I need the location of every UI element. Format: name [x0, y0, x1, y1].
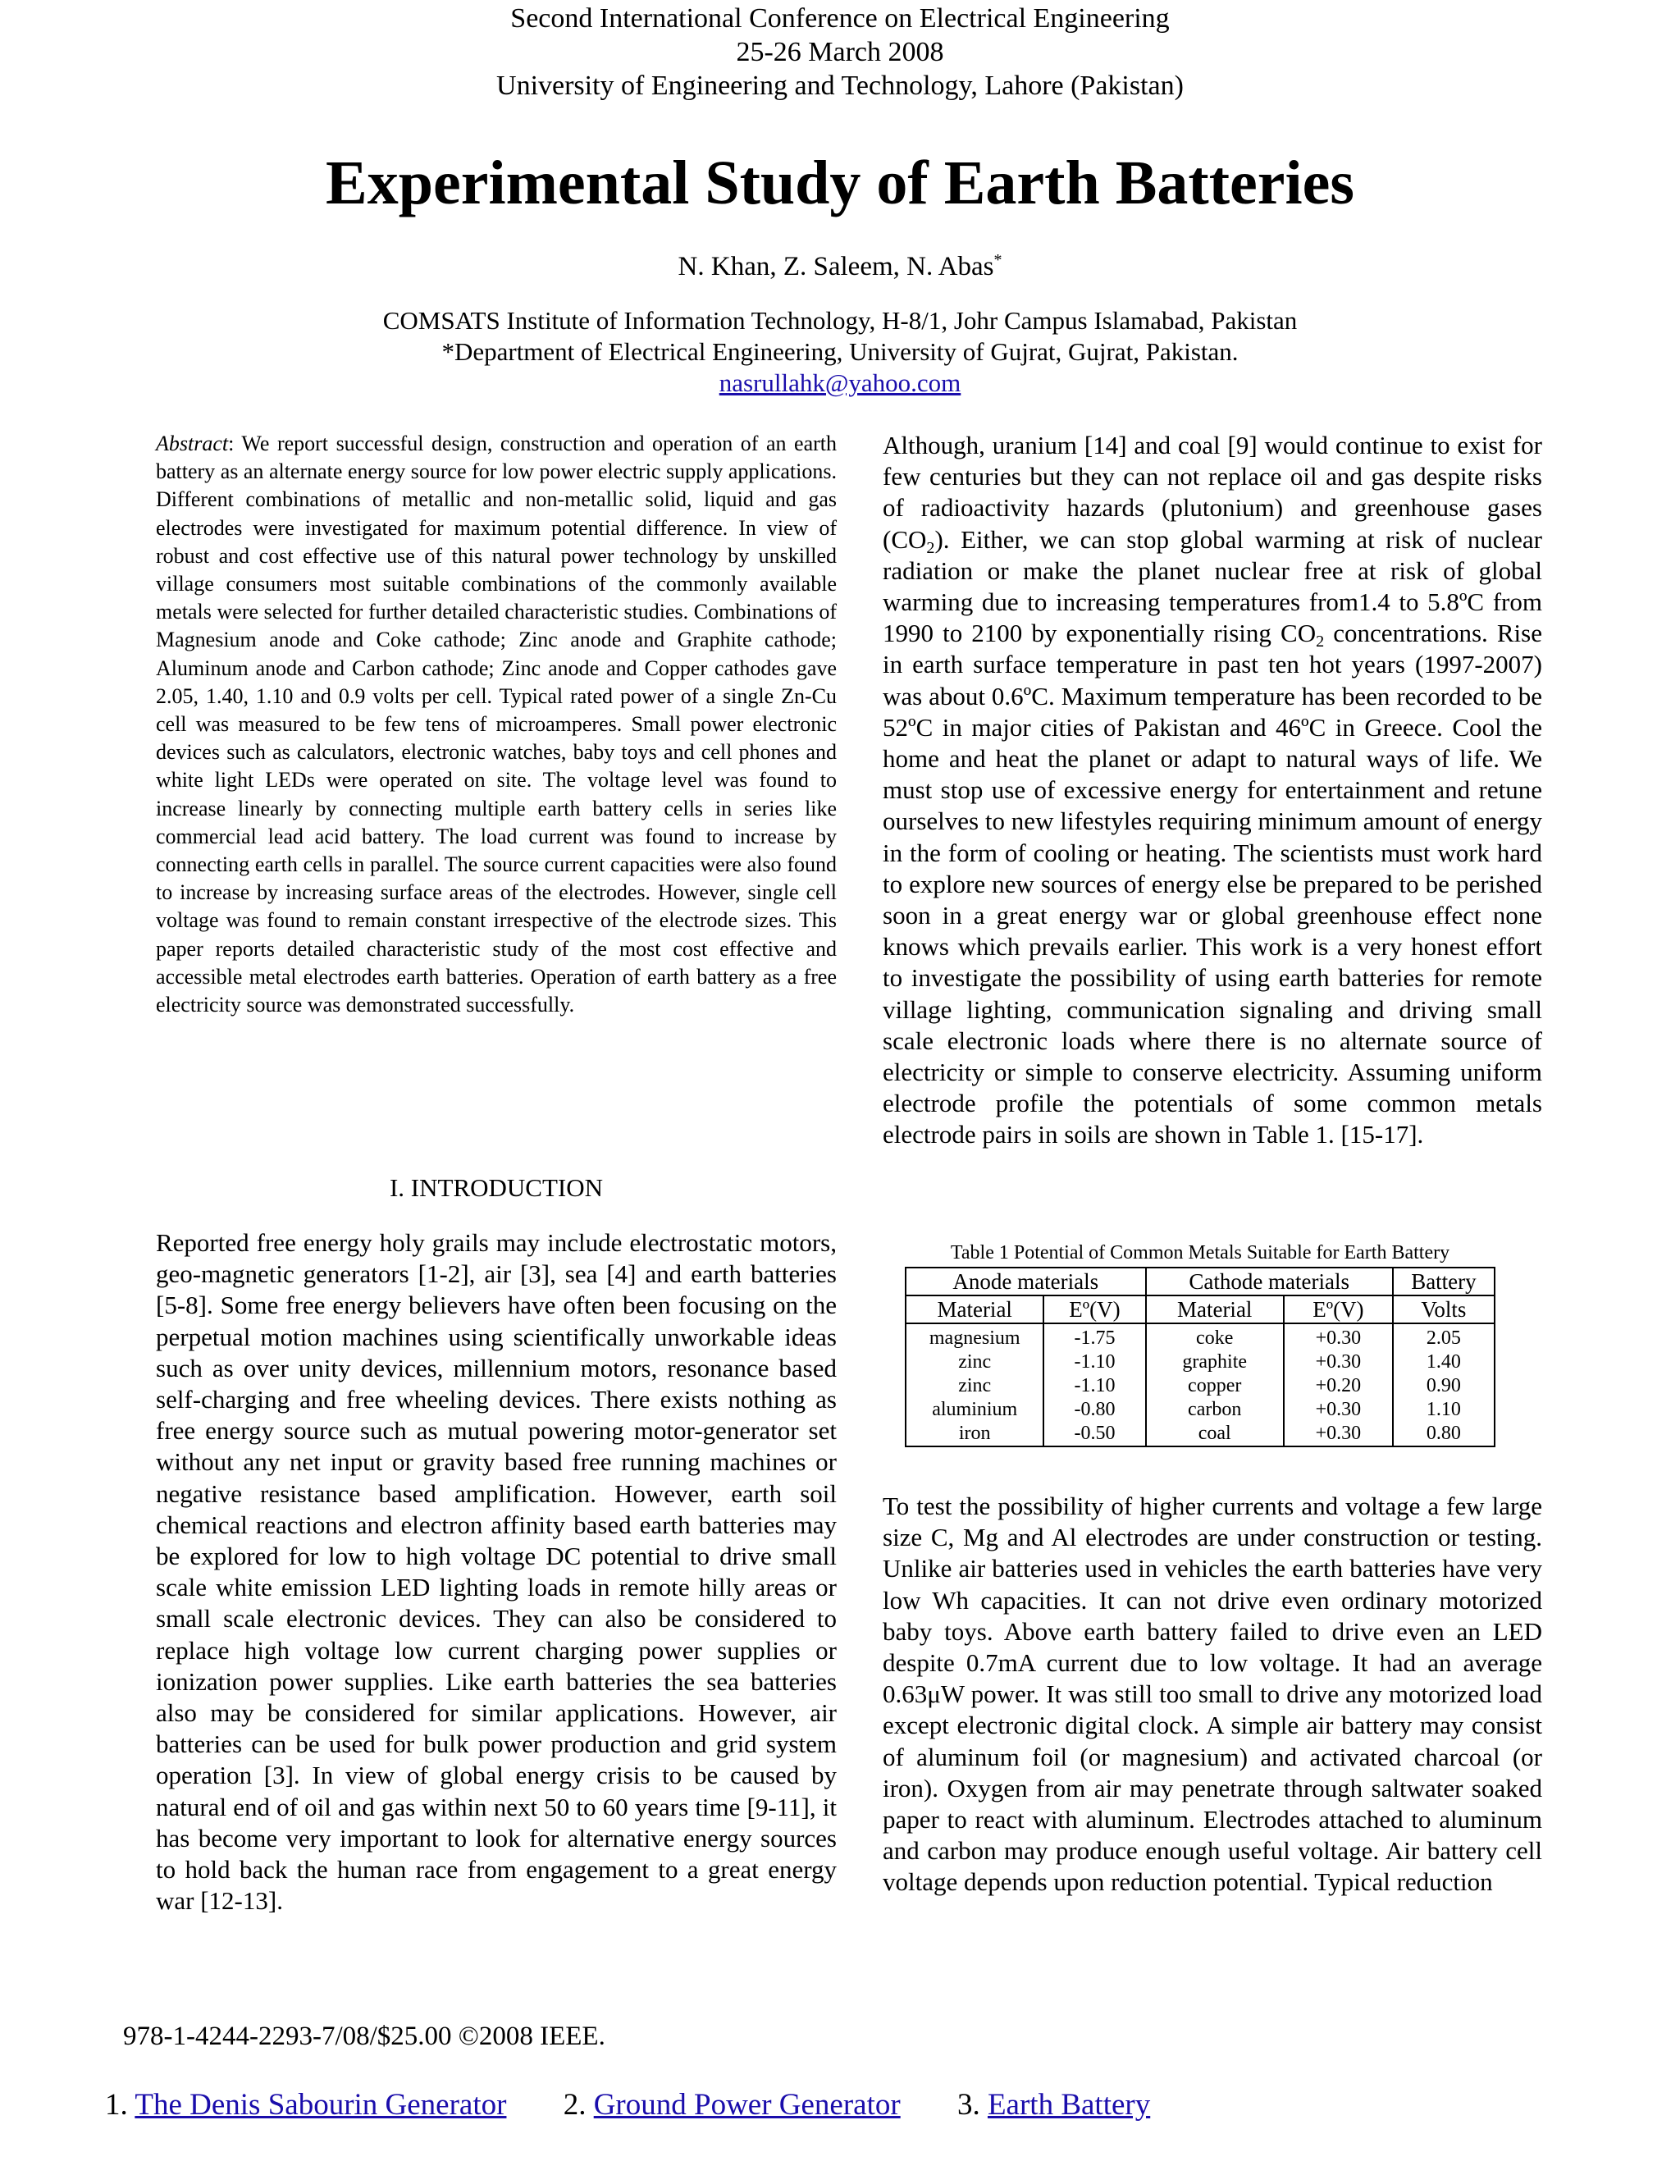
table-cell: zinc — [906, 1374, 1043, 1398]
table-cell: aluminium — [906, 1398, 1043, 1422]
table-cell: coal — [1146, 1422, 1284, 1446]
table-row — [906, 1374, 1495, 1398]
conference-name: Second International Conference on Electrical Engineering — [510, 3, 1170, 34]
related-link-item — [105, 2087, 506, 2122]
table-cell: 1.40 — [1393, 1350, 1495, 1374]
table-cell: +0.30 — [1284, 1422, 1393, 1446]
table-row — [906, 1323, 1495, 1350]
right-column-paragraph-1 — [883, 430, 1542, 1151]
paragraph-text: concentrations. Rise in earth surface temperature in past ten hot years (1997-2007) was about 0.6ºC. Maximum temperature has been recorded to be 52ºC in major cities of Pakistan and 46ºC in Greece. Cool the home and heat the planet or adapt to natural ways of life. We must stop use of excessive energy for entertainment and retune ourselves to new lifestyles requiring minimum amount of energy in the form of cooling or heating. The scientists must work hard to explore new sources of energy else be prepared to be perished soon in a great energy war or global greenhouse effect none knows which prevails earlier. This work is a very honest effort to investigate the possibility of using earth batteries for remote village lighting, communication signaling and driving small scale electronic loads where there is no alternate source of electricity or simple to conserve electricity. Assuming uniform electrode profile the potentials of some common metals electrode pairs in soils are shown in Table 1. [15-17]. — [883, 619, 1542, 1149]
related-links — [105, 2087, 1199, 2122]
table-cell: -1.10 — [1043, 1350, 1145, 1374]
affiliation-2: *Department of Electrical Engineering, University of Gujrat, Gujrat, Pakistan. — [441, 337, 1239, 366]
table-cell: +0.30 — [1284, 1398, 1393, 1422]
abstract — [156, 430, 837, 1019]
table-cell: -0.50 — [1043, 1422, 1145, 1446]
table-column-header-row — [906, 1295, 1495, 1323]
table-cell: +0.30 — [1284, 1350, 1393, 1374]
author-mark: * — [993, 251, 1002, 269]
table-cell: carbon — [1146, 1398, 1284, 1422]
conference-venue: University of Engineering and Technology, Lahore (Pakistan) — [496, 71, 1184, 101]
link-ground-power-generator[interactable]: Ground Power Generator — [593, 2088, 901, 2122]
related-link-item — [564, 2087, 901, 2122]
table-cell: magnesium — [906, 1323, 1043, 1350]
table-row — [906, 1398, 1495, 1422]
related-link-number: 1. — [105, 2088, 128, 2122]
table-1 — [905, 1242, 1495, 1447]
related-link-item — [957, 2087, 1150, 2122]
conference-dates: 25-26 March 2008 — [736, 37, 944, 67]
subscript: 2 — [1316, 633, 1325, 651]
link-denis-sabourin-generator[interactable]: The Denis Sabourin Generator — [135, 2088, 507, 2122]
email — [0, 368, 1680, 399]
table-cell: zinc — [906, 1350, 1043, 1374]
table-column-header: Eº(V) — [1043, 1295, 1145, 1323]
table-cell: 0.90 — [1393, 1374, 1495, 1398]
paragraph-text: Although, uranium [14] and coal [9] would continue to exist for few centuries but they can not replace oil and gas despite risks of radioactivity hazards (plutonium) and greenhouse gases (CO — [883, 431, 1542, 554]
table-group-header-row — [906, 1268, 1495, 1295]
table-row — [906, 1422, 1495, 1446]
related-link-number: 3. — [956, 2088, 980, 2122]
table-cell: 0.80 — [1393, 1422, 1495, 1446]
subscript: 2 — [926, 538, 935, 557]
table-column-header: Material — [906, 1295, 1043, 1323]
table-cell: -1.10 — [1043, 1374, 1145, 1398]
table-cell: +0.20 — [1284, 1374, 1393, 1398]
potential-table — [905, 1267, 1495, 1447]
intro-paragraph: Reported free energy holy grails may include electrostatic motors, geo-magnetic generators [1-2], air [3], sea [4] and earth batteries [5-8]. Some free energy believers have often been focusing on the perpetual motion machines using scientifically unworkable ideas such as over unity devices, millennium motors, resonance based self-charging and free wheeling devices. There exists nothing as free energy source such as mutual powering motor-generator set without any net input or gravity based free running machines or negative resistance based amplification. However, earth soil chemical reactions and electron affinity based earth batteries may be explored for low to high voltage DC potential to drive small scale white emission LED lighting loads in remote hilly areas or small scale electronic devices. They can also be considered to replace high voltage low current charging power supplies or ionization power supplies. Like earth batteries the sea batteries also may be considered for similar applications. However, air batteries can be used for bulk power production and grid system operation [3]. In view of global energy crisis to be caused by natural end of oil and gas within next 50 to 60 years time [9-11], it has become very important to look for alternative energy sources to hold back the human race from engagement to a great energy war [12-13]. — [156, 1228, 837, 1916]
email-link[interactable]: nasrullahk@yahoo.com — [719, 368, 961, 397]
paragraph-text: ). Either, we can stop global warming at risk of nuclear radiation or make the planet nuclear free at risk of global warming due to increasing temperatures from1.4 to 5.8ºC from 1990 to 2100 by exponentially rising CO — [883, 524, 1542, 648]
table-column-header: Eº(V) — [1284, 1295, 1393, 1323]
table-cell: graphite — [1146, 1350, 1284, 1374]
table-cell: 1.10 — [1393, 1398, 1495, 1422]
table-group-header: Anode materials — [906, 1268, 1146, 1295]
table-cell: +0.30 — [1284, 1323, 1393, 1350]
link-earth-battery[interactable]: Earth Battery — [987, 2088, 1151, 2122]
table-column-header: Material — [1146, 1295, 1284, 1323]
table-cell: iron — [906, 1422, 1043, 1446]
table-cell: 2.05 — [1393, 1323, 1495, 1350]
table-column-header: Volts — [1393, 1295, 1495, 1323]
table-cell: -0.80 — [1043, 1398, 1145, 1422]
table-caption: Table 1 Potential of Common Metals Suitable for Earth Battery — [950, 1242, 1450, 1263]
table-cell: copper — [1146, 1374, 1284, 1398]
paper-title: Experimental Study of Earth Batteries — [326, 148, 1354, 217]
authors — [0, 251, 1680, 282]
section-heading-introduction: I. INTRODUCTION — [389, 1173, 604, 1202]
affiliation-1: COMSATS Institute of Information Technology, H-8/1, Johr Campus Islamabad, Pakistan — [382, 306, 1298, 335]
table-group-header: Battery — [1393, 1268, 1495, 1295]
table-group-header: Cathode materials — [1146, 1268, 1393, 1295]
table-cell: -1.75 — [1043, 1323, 1145, 1350]
abstract-text: : We report successful design, construction and operation of an earth battery as an alternate energy source for low power electric supply applications. Different combinations of metallic and non-metallic solid, liquid and gas electrodes were investigated for maximum potential difference. In view of robust and cost effective use of this natural power technology by unskilled village consumers most suitable combinations of the commonly available metals were selected for further detailed characteristic studies. Combinations of Magnesium anode and Coke cathode; Zinc anode and Graphite cathode; Aluminum anode and Carbon cathode; Zinc anode and Copper cathodes gave 2.05, 1.40, 1.10 and 0.9 volts per cell. Typical rated power of a single Zn-Cu cell was measured to be few tens of microamperes. Small power electronic devices such as calculators, electronic watches, baby toys and cell phones and white light LEDs were operated on site. The voltage level was found to increase linearly by connecting multiple earth battery cells in series like commercial lead acid battery. The load current was found to increase by connecting earth cells in parallel. The source current capacities were also found to increase by increasing surface areas of the electrodes. However, single cell voltage was found to remain constant irrespective of the electrode sizes. This paper reports detailed characteristic study of the most cost effective and accessible metal electrodes earth batteries. Operation of earth battery as a free electricity source was demonstrated successfully. — [156, 432, 837, 1017]
author-names: N. Khan, Z. Saleem, N. Abas — [678, 252, 994, 281]
copyright-notice: 978-1-4244-2293-7/08/$25.00 ©2008 IEEE. — [123, 2022, 605, 2051]
abstract-label: Abstract — [156, 432, 229, 455]
related-link-number: 2. — [563, 2088, 587, 2122]
table-cell: coke — [1146, 1323, 1284, 1350]
right-column-paragraph-2: To test the possibility of higher currents and voltage a few large size C, Mg and Al electrodes are under construction or testing. Unlike air batteries used in vehicles the earth batteries have very low Wh capacities. It can not drive even ordinary motorized baby toys. Above earth battery failed to drive even an LED despite 0.7mA current due to low voltage. It had an average 0.63μW power. It was still too small to drive any motorized load except electronic digital clock. A simple air battery may consist of aluminum foil (or magnesium) and activated charcoal (or iron). Oxygen from air may penetrate through saltwater soaked paper to react with aluminum. Electrodes attached to aluminum and carbon may produce enough useful voltage. Air battery cell voltage depends upon reduction potential. Typical reduction — [883, 1492, 1542, 1897]
table-row — [906, 1350, 1495, 1374]
